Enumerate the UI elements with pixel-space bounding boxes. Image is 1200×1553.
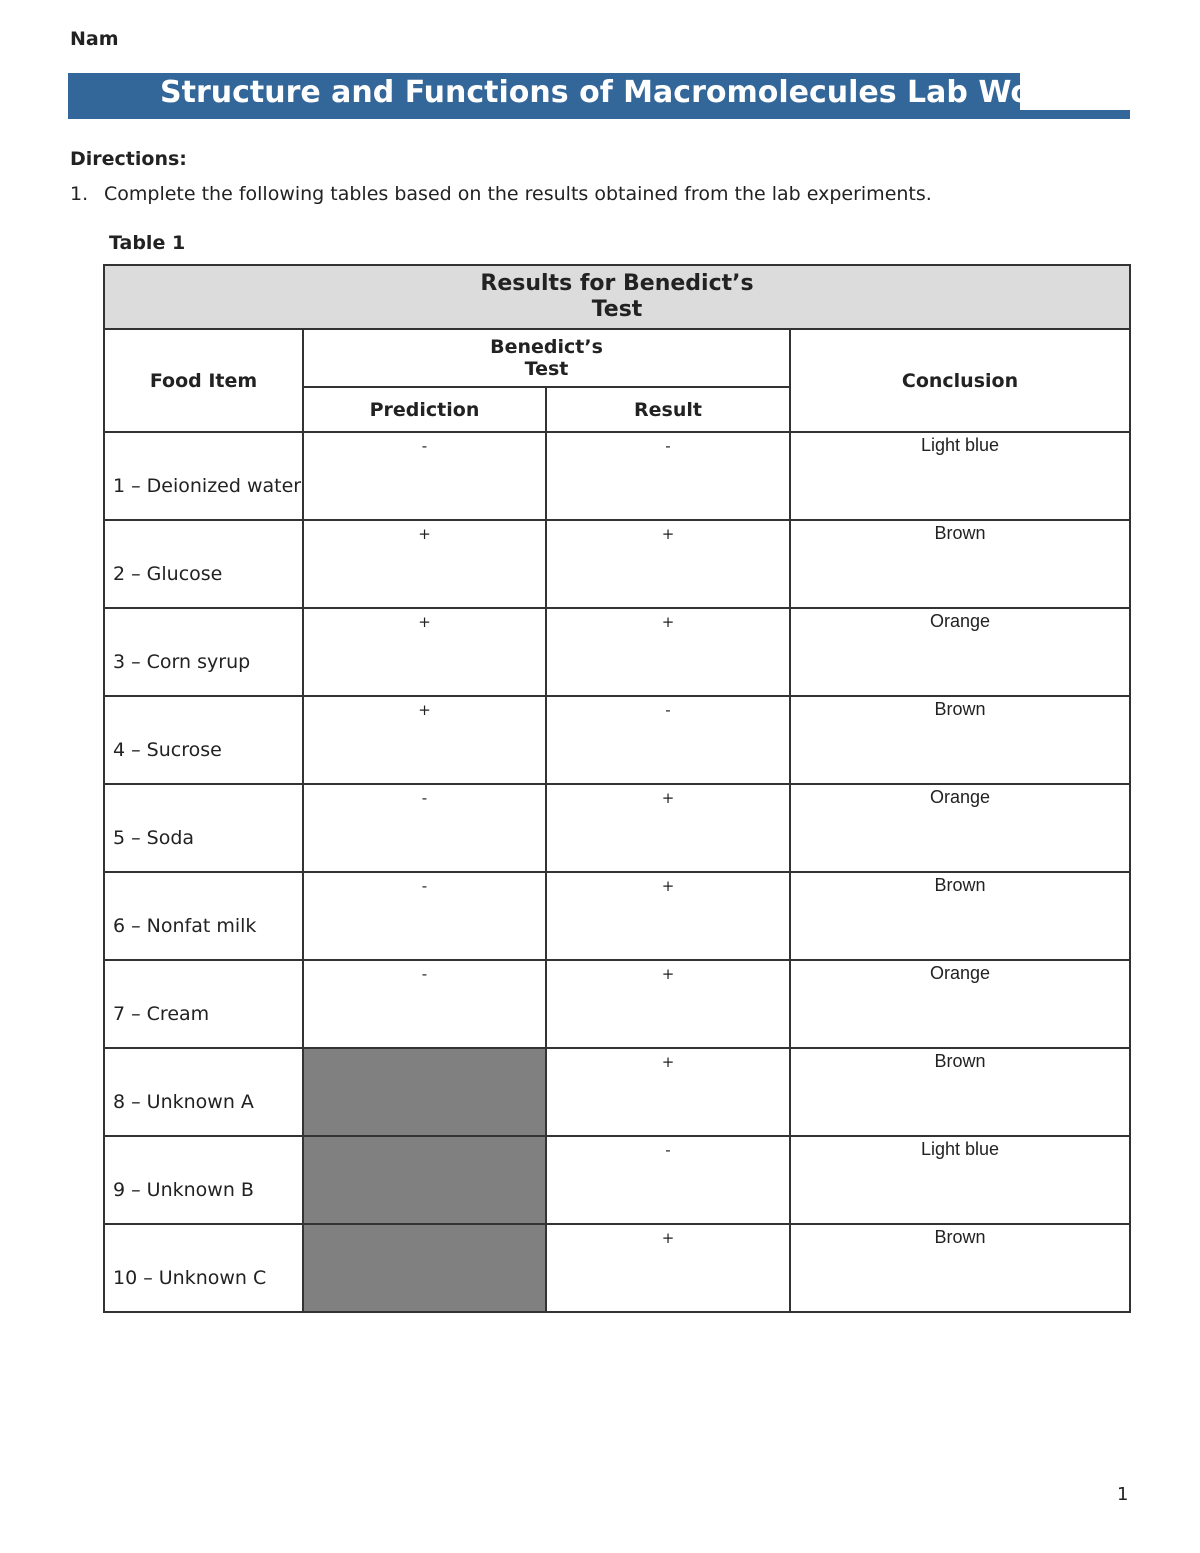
food-item-cell: 8 – Unknown A xyxy=(104,1048,303,1136)
result-cell[interactable]: + xyxy=(546,1048,790,1136)
conclusion-cell[interactable]: Light blue xyxy=(790,432,1130,520)
result-cell[interactable]: - xyxy=(546,696,790,784)
food-item-cell: 2 – Glucose xyxy=(104,520,303,608)
benedicts-test-label: Benedict’s Test xyxy=(490,336,603,380)
table-title-cell xyxy=(104,265,1130,329)
benedicts-results-table xyxy=(103,264,1131,1313)
result-cell[interactable]: - xyxy=(546,432,790,520)
conclusion-cell[interactable]: Brown xyxy=(790,1224,1130,1312)
result-cell[interactable]: - xyxy=(546,1136,790,1224)
food-item-cell: 3 – Corn syrup xyxy=(104,608,303,696)
worksheet-title: Structure and Functions of Macromolecules Lab Worksheet xyxy=(160,75,1160,110)
food-item-cell: 6 – Nonfat milk xyxy=(104,872,303,960)
conclusion-cell[interactable]: Brown xyxy=(790,1048,1130,1136)
table-row xyxy=(104,608,1130,696)
table-row xyxy=(104,872,1130,960)
result-cell[interactable]: + xyxy=(546,1224,790,1312)
table-row xyxy=(104,1136,1130,1224)
table-row xyxy=(104,520,1130,608)
name-label: Nam xyxy=(70,28,119,50)
instruction-item xyxy=(70,183,932,205)
column-header-benedicts-test xyxy=(303,329,790,387)
table-row xyxy=(104,432,1130,520)
table-row xyxy=(104,1048,1130,1136)
prediction-cell[interactable]: - xyxy=(303,432,546,520)
food-item-cell: 9 – Unknown B xyxy=(104,1136,303,1224)
instruction-number: 1. xyxy=(70,183,89,205)
result-cell[interactable]: + xyxy=(546,872,790,960)
column-header-food-item: Food Item xyxy=(104,329,303,432)
table-row xyxy=(104,696,1130,784)
conclusion-cell[interactable]: Orange xyxy=(790,960,1130,1048)
prediction-cell[interactable]: - xyxy=(303,872,546,960)
food-item-cell: 7 – Cream xyxy=(104,960,303,1048)
conclusion-cell[interactable]: Orange xyxy=(790,608,1130,696)
table-title: Results for Benedict’s Test xyxy=(480,271,754,322)
prediction-cell-shaded xyxy=(303,1136,546,1224)
result-cell[interactable]: + xyxy=(546,784,790,872)
conclusion-cell[interactable]: Light blue xyxy=(790,1136,1130,1224)
prediction-cell[interactable]: + xyxy=(303,608,546,696)
instruction-text: Complete the following tables based on the results obtained from the lab experiments. xyxy=(104,183,932,205)
conclusion-cell[interactable]: Orange xyxy=(790,784,1130,872)
prediction-cell[interactable]: + xyxy=(303,696,546,784)
conclusion-cell[interactable]: Brown xyxy=(790,696,1130,784)
column-header-prediction: Prediction xyxy=(303,387,546,432)
food-item-cell: 1 – Deionized water xyxy=(104,432,303,520)
table-row xyxy=(104,1224,1130,1312)
food-item-cell: 5 – Soda xyxy=(104,784,303,872)
prediction-cell[interactable]: - xyxy=(303,784,546,872)
column-header-conclusion: Conclusion xyxy=(790,329,1130,432)
prediction-cell-shaded xyxy=(303,1224,546,1312)
directions-label: Directions: xyxy=(70,148,187,170)
prediction-cell[interactable]: - xyxy=(303,960,546,1048)
title-underline xyxy=(1020,110,1130,119)
column-header-result: Result xyxy=(546,387,790,432)
result-cell[interactable]: + xyxy=(546,960,790,1048)
table-row xyxy=(104,784,1130,872)
result-cell[interactable]: + xyxy=(546,520,790,608)
page-number: 1 xyxy=(1117,1484,1129,1505)
conclusion-cell[interactable]: Brown xyxy=(790,520,1130,608)
food-item-cell: 4 – Sucrose xyxy=(104,696,303,784)
table-caption: Table 1 xyxy=(109,232,186,254)
prediction-cell[interactable]: + xyxy=(303,520,546,608)
prediction-cell-shaded xyxy=(303,1048,546,1136)
table-row xyxy=(104,960,1130,1048)
result-cell[interactable]: + xyxy=(546,608,790,696)
food-item-cell: 10 – Unknown C xyxy=(104,1224,303,1312)
conclusion-cell[interactable]: Brown xyxy=(790,872,1130,960)
title-banner xyxy=(68,73,1160,119)
